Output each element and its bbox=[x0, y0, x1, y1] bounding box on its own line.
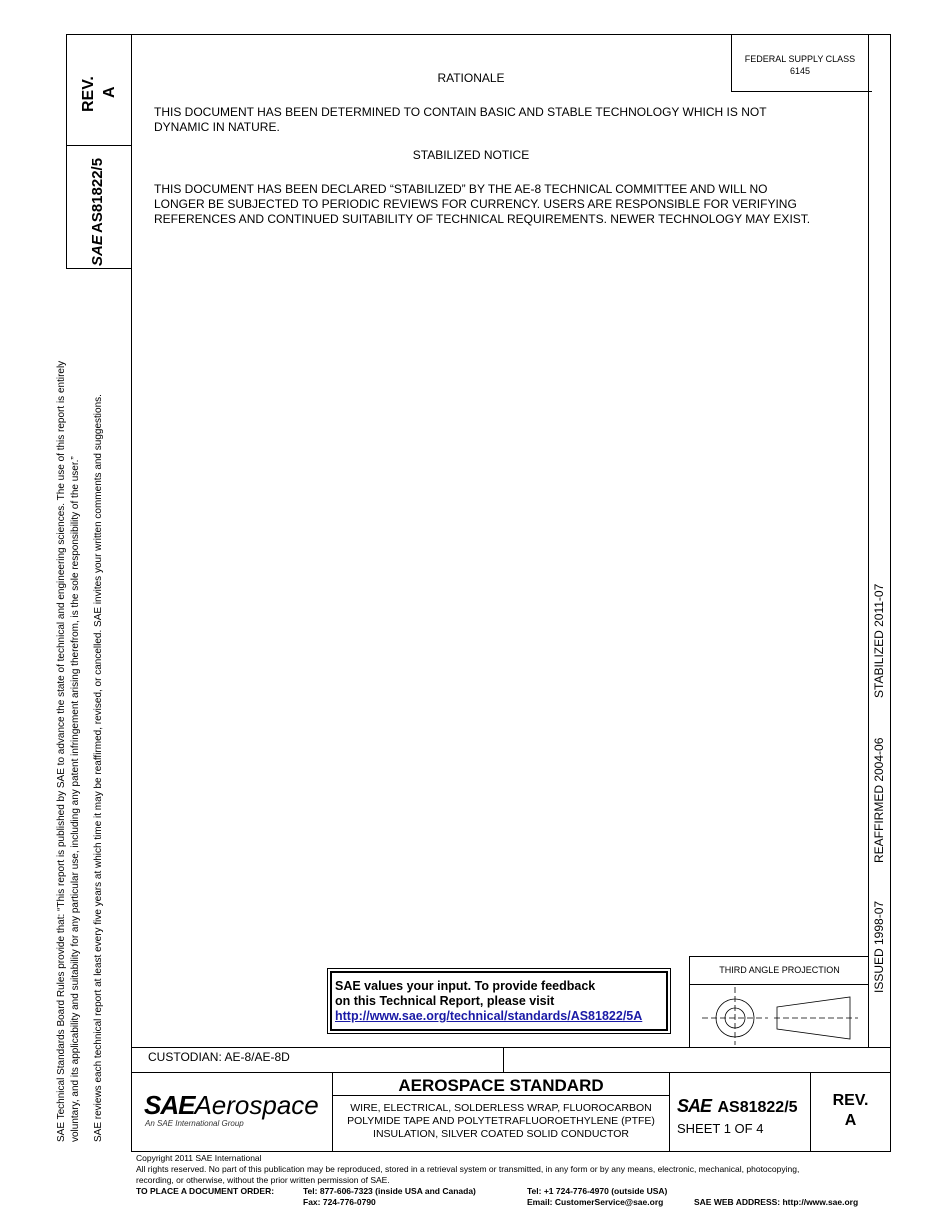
legal-notice-line-2: voluntary, and its applicability and suitability for any particular use, including any patent infringement arising therefrom, is the sole responsibility of the user.” bbox=[70, 456, 81, 1142]
reaffirmed-date: REAFFIRMED 2004-06 bbox=[872, 737, 886, 863]
third-angle-projection-box bbox=[689, 956, 869, 1048]
logo-aerospace: Aerospace bbox=[194, 1090, 319, 1120]
copyright: Copyright 2011 SAE International bbox=[136, 1153, 262, 1163]
feedback-link[interactable]: http://www.sae.org/technical/standards/AS81822/5A bbox=[335, 1009, 643, 1023]
stabilized-heading: STABILIZED NOTICE bbox=[412, 148, 530, 162]
rationale-text-2: DYNAMIC IN NATURE. bbox=[154, 120, 280, 134]
federal-supply-class-label: FEDERAL SUPPLY CLASS bbox=[744, 54, 856, 64]
tel-inside: Tel: 877-606-7323 (inside USA and Canada) bbox=[303, 1186, 476, 1196]
title-line-2: POLYMIDE TAPE AND POLYTETRAFLUOROETHYLENE (PTFE) bbox=[347, 1115, 655, 1127]
fax: Fax: 724-776-0790 bbox=[303, 1197, 376, 1207]
title-line-3: INSULATION, SILVER COATED SOLID CONDUCTOR bbox=[373, 1128, 629, 1140]
feedback-line-2: on this Technical Report, please visit bbox=[335, 994, 555, 1008]
web-address[interactable]: SAE WEB ADDRESS: http://www.sae.org bbox=[694, 1197, 859, 1207]
stabilized-text-3: REFERENCES AND CONTINUED SUITABILITY OF TECHNICAL REQUIREMENTS. NEWER TECHNOLOGY MAY EXIST. bbox=[154, 212, 811, 226]
rights-line-1: All rights reserved. No part of this publication may be reproduced, stored in a retrieval system or transmitted, in any form or by any means, electronic, mechanical, photocopying, bbox=[136, 1164, 800, 1174]
doc-number: AS81822/5 bbox=[717, 1099, 798, 1116]
issued-date: ISSUED 1998-07 bbox=[872, 900, 886, 993]
logo-tagline: An SAE International Group bbox=[145, 1119, 244, 1128]
sheet-number: SHEET 1 OF 4 bbox=[677, 1121, 764, 1136]
email[interactable]: Email: CustomerService@sae.org bbox=[527, 1197, 664, 1207]
side-rev-label: REV. bbox=[80, 76, 97, 112]
rev-value: A bbox=[844, 1112, 857, 1129]
feedback-line-1: SAE values your input. To provide feedback bbox=[335, 979, 596, 993]
logo-sae: SAE bbox=[144, 1090, 195, 1120]
rev-label: REV. bbox=[832, 1092, 869, 1109]
doc-sae-logo: SAE bbox=[677, 1096, 712, 1116]
stabilized-date: STABILIZED 2011-07 bbox=[872, 583, 886, 698]
custodian: CUSTODIAN: AE-8/AE-8D bbox=[148, 1050, 290, 1064]
stabilized-text-2: LONGER BE SUBJECTED TO PERIODIC REVIEWS FOR CURRENCY. USERS ARE RESPONSIBLE FOR VERIFYING bbox=[154, 197, 797, 211]
projection-label: THIRD ANGLE PROJECTION bbox=[719, 965, 840, 975]
review-notice: SAE reviews each technical report at least every five years at which time it may be reaffirmed, revised, or cancelled. SAE invites your written comments and suggestions. bbox=[93, 394, 104, 1142]
side-sae-logo: SAE bbox=[89, 235, 106, 266]
legal-notice-line-1: SAE Technical Standards Board Rules provide that: “This report is published by SAE to advance the state of technical and engineering sciences. The use of this report is entirely bbox=[56, 360, 67, 1142]
side-doc-number: AS81822/5 bbox=[89, 157, 106, 233]
standard-type: AEROSPACE STANDARD bbox=[398, 1076, 604, 1095]
title-line-1: WIRE, ELECTRICAL, SOLDERLESS WRAP, FLUOROCARBON bbox=[350, 1102, 652, 1114]
federal-supply-class-value: 6145 bbox=[789, 66, 811, 76]
rationale-text-1: THIS DOCUMENT HAS BEEN DETERMINED TO CONTAIN BASIC AND STABLE TECHNOLOGY WHICH IS NOT bbox=[154, 105, 767, 119]
doc-number-cell bbox=[677, 1096, 798, 1117]
order-label: TO PLACE A DOCUMENT ORDER: bbox=[136, 1186, 275, 1196]
rationale-heading: RATIONALE bbox=[437, 71, 505, 85]
tel-outside: Tel: +1 724-776-4970 (outside USA) bbox=[527, 1186, 668, 1196]
sae-aerospace-logo bbox=[144, 1090, 319, 1121]
stabilized-text-1: THIS DOCUMENT HAS BEEN DECLARED “STABILIZED” BY THE AE-8 TECHNICAL COMMITTEE AND WILL NO bbox=[154, 182, 768, 196]
rights-line-2: recording, or otherwise, without the prior written permission of SAE. bbox=[136, 1175, 390, 1185]
feedback-box bbox=[327, 968, 671, 1034]
third-angle-projection-symbol-icon bbox=[692, 987, 867, 1047]
side-rev-value: A bbox=[101, 86, 118, 98]
